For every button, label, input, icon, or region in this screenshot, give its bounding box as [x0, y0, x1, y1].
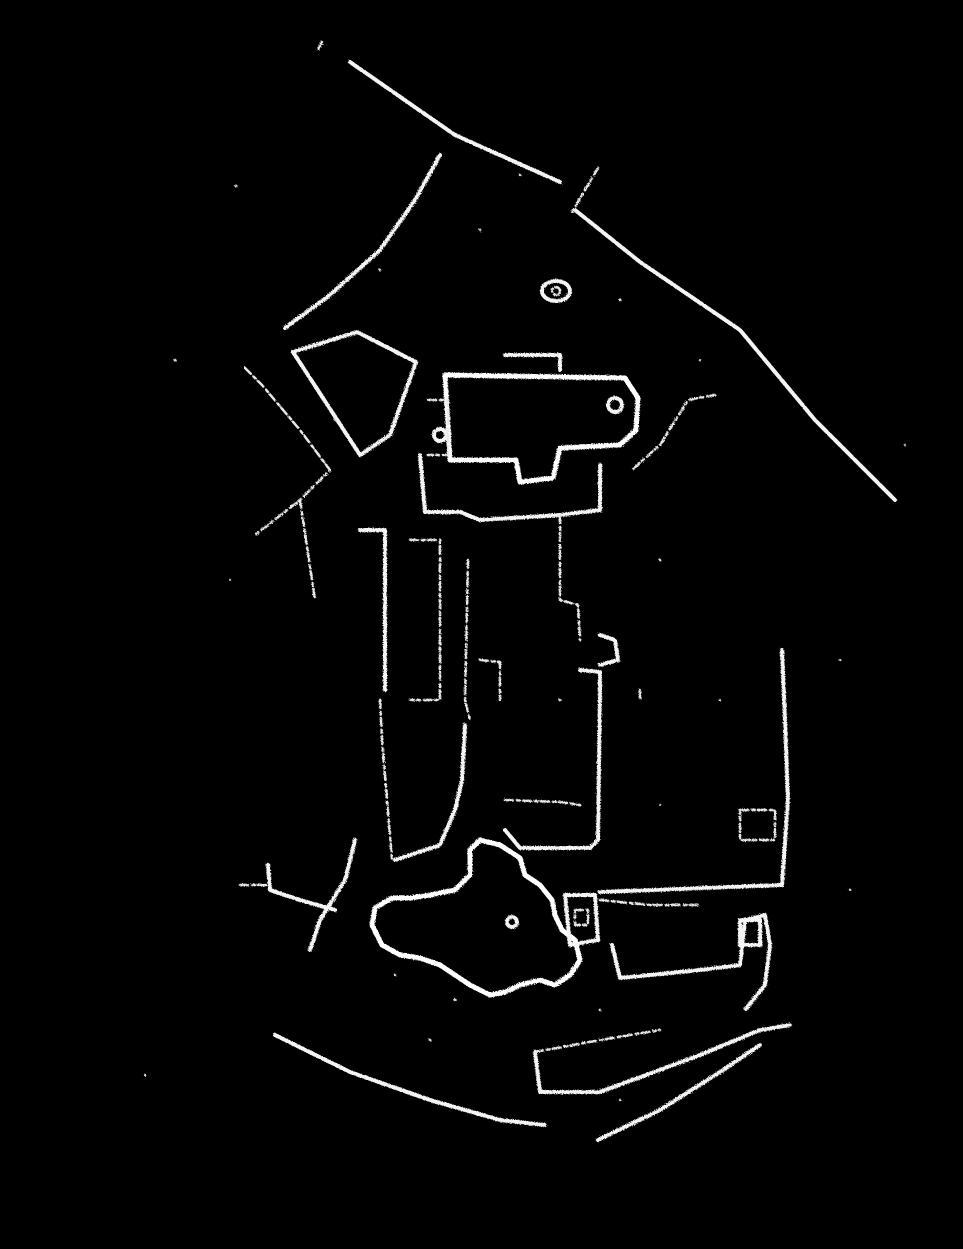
- main-north-building: [428, 355, 638, 482]
- east-courtyard-boundary: [600, 635, 788, 892]
- west-pentagon-structure: [293, 332, 416, 455]
- street-boundary-north: [318, 42, 895, 500]
- southern-boundary-wall: [275, 1025, 790, 1140]
- southeast-annex: [600, 900, 770, 1010]
- courtyard-well: [542, 281, 570, 301]
- central-building-body: [360, 455, 600, 720]
- corridor-wing: [380, 670, 600, 860]
- chapel-structure: [372, 840, 598, 995]
- chalk-texture-specks: [144, 174, 906, 1101]
- west-outbuildings: [240, 500, 355, 950]
